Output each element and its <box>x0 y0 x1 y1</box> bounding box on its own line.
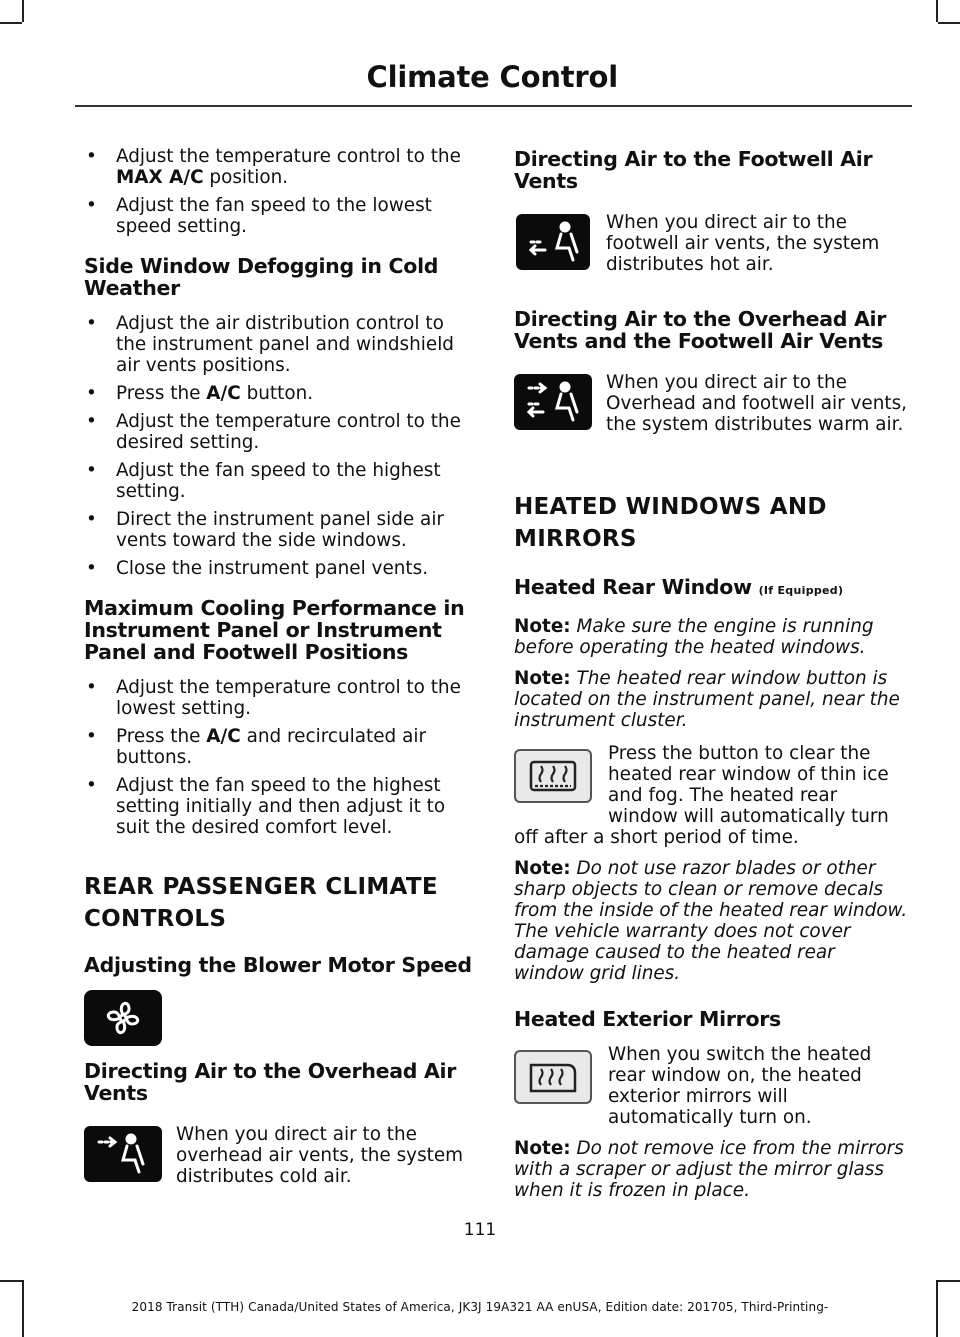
intro-bullet-list <box>84 146 476 237</box>
bullet-text: Adjust the fan speed to the highest setting. <box>116 460 441 502</box>
bullet-dot: • <box>86 146 97 167</box>
bullet-text: position. <box>203 167 289 188</box>
bullet-dot: • <box>86 383 97 404</box>
bullet-item <box>84 146 476 188</box>
bullet-text: button. <box>240 383 314 404</box>
heading-line: REAR PASSENGER CLIMATE <box>84 874 438 900</box>
subheading-heated-rear-window <box>514 576 910 602</box>
note <box>514 858 910 984</box>
note <box>514 1138 910 1201</box>
overhead-vent-block <box>84 1124 476 1208</box>
section-heading-overhead-footwell: Directing Air to the Overhead Air Vents and the Footwell Air Vents <box>514 307 887 353</box>
bullet-text: Close the instrument panel vents. <box>116 558 429 579</box>
bullet-item <box>84 313 476 376</box>
heading-line: HEATED WINDOWS AND <box>514 494 827 520</box>
bullet-text: Adjust the air distribution control to the instrument panel and windshield air vents positions. <box>116 313 454 376</box>
bullet-item <box>84 509 476 551</box>
bullet-text: MAX A/C <box>116 167 204 188</box>
subheading-overhead-vents: Directing Air to the Overhead Air Vents <box>84 1059 457 1105</box>
max-cooling-bullet-list <box>84 677 476 838</box>
page-title: Climate Control <box>366 60 618 94</box>
rear-defrost-icon <box>514 749 592 803</box>
bullet-item <box>84 411 476 453</box>
subheading-heated-mirrors: Heated Exterior Mirrors <box>514 1007 781 1031</box>
note-label: Note: <box>514 1138 571 1159</box>
bullet-text: A/C <box>206 383 241 404</box>
bullet-text: Adjust the fan speed to the lowest speed setting. <box>116 195 432 237</box>
bullet-text: Adjust the temperature control to the lowest setting. <box>116 677 461 719</box>
footwell-vent-icon <box>516 214 590 270</box>
bullet-dot: • <box>86 775 97 796</box>
section-heading-footwell: Directing Air to the Footwell Air Vents <box>514 147 873 193</box>
header-divider <box>75 105 912 107</box>
footwell-text: When you direct air to the footwell air vents, the system distributes hot air. <box>606 212 880 275</box>
footwell-block <box>514 212 910 296</box>
section-heading-side-window: Side Window Defogging in Cold Weather <box>84 254 439 300</box>
bullet-dot: • <box>86 313 97 334</box>
bullet-text: A/C <box>206 726 241 747</box>
section-heading-max-cooling: Maximum Cooling Performance in Instrument Panel or Instrument Panel and Footwell Positions <box>84 596 465 664</box>
bullet-dot: • <box>86 411 97 432</box>
crop-mark <box>936 0 938 22</box>
bullet-dot: • <box>86 460 97 481</box>
bullet-item <box>84 677 476 719</box>
heading-line: CONTROLS <box>84 906 227 932</box>
crop-mark <box>22 0 24 22</box>
bullet-dot: • <box>86 558 97 579</box>
rear-defrost-block <box>514 743 910 848</box>
bullet-text: Press the <box>116 383 207 404</box>
bullet-text: Adjust the temperature control to the <box>116 146 461 167</box>
page-number: 111 <box>463 1220 497 1240</box>
footer-text: 2018 Transit (TTH) Canada/United States of America, JK3J 19A321 AA enUSA, Edition date: 201705, Third-Printing- <box>131 1300 829 1314</box>
subheading-blower-speed: Adjusting the Blower Motor Speed <box>84 953 472 977</box>
crop-mark <box>0 22 22 24</box>
bullet-dot: • <box>86 195 97 216</box>
overhead-footwell-vent-icon <box>514 374 592 430</box>
bullet-dot: • <box>86 726 97 747</box>
overhead-footwell-text: When you direct air to the Overhead and footwell air vents, the system distributes warm air. <box>606 372 908 435</box>
fan-icon <box>84 990 476 1046</box>
note-label: Note: <box>514 616 571 637</box>
section-heading-heated <box>514 492 910 554</box>
note <box>514 668 910 731</box>
bullet-item <box>84 726 476 768</box>
crop-mark <box>938 22 960 24</box>
bullet-item <box>84 195 476 237</box>
overhead-footwell-block <box>514 372 910 456</box>
if-equipped-label: (If Equipped) <box>758 584 844 597</box>
crop-mark <box>938 1280 960 1282</box>
bullet-text: and recirculated air buttons. <box>116 726 427 768</box>
bullet-dot: • <box>86 677 97 698</box>
heated-mirror-text: When you switch the heated rear window on, the heated exterior mirrors will automatically turn on. <box>608 1044 872 1128</box>
note-text: Make sure the engine is running before operating the heated windows. <box>514 616 874 658</box>
bullet-text: Adjust the temperature control to the desired setting. <box>116 411 461 453</box>
side-window-bullet-list <box>84 313 476 579</box>
heated-rear-window-title: Heated Rear Window <box>514 575 752 599</box>
section-heading-rear-climate <box>84 872 476 934</box>
left-column <box>84 146 476 1212</box>
note-text: Do not remove ice from the mirrors with a scraper or adjust the mirror glass when it is frozen in place. <box>514 1138 904 1201</box>
heated-mirror-icon <box>514 1050 592 1104</box>
overhead-vent-text: When you direct air to the overhead air vents, the system distributes cold air. <box>176 1124 464 1187</box>
bullet-item <box>84 383 476 404</box>
overhead-vent-icon <box>84 1126 162 1182</box>
heading-line: MIRRORS <box>514 526 637 552</box>
bullet-text: Direct the instrument panel side air vents toward the side windows. <box>116 509 444 551</box>
note-text: The heated rear window button is located on the instrument panel, near the instrument cluster. <box>514 668 900 731</box>
right-column <box>514 146 910 1211</box>
note-label: Note: <box>514 668 571 689</box>
bullet-item <box>84 775 476 838</box>
bullet-item <box>84 460 476 502</box>
heated-mirror-block <box>514 1044 910 1128</box>
note <box>514 616 910 658</box>
bullet-dot: • <box>86 509 97 530</box>
bullet-text: Adjust the fan speed to the highest setting initially and then adjust it to suit the desired comfort level. <box>116 775 446 838</box>
crop-mark <box>0 1280 22 1282</box>
note-label: Note: <box>514 858 571 879</box>
rear-defrost-text: Press the button to clear the heated rear window of thin ice and fog. The heated rear window will automatically turn off after a short period of time. <box>514 743 889 848</box>
bullet-text: Press the <box>116 726 207 747</box>
note-text: Do not use razor blades or other sharp objects to clean or remove decals from the inside of the heated rear window. The vehicle warranty does not cover damage caused to the heated rear window grid lines. <box>514 858 908 984</box>
bullet-item <box>84 558 476 579</box>
